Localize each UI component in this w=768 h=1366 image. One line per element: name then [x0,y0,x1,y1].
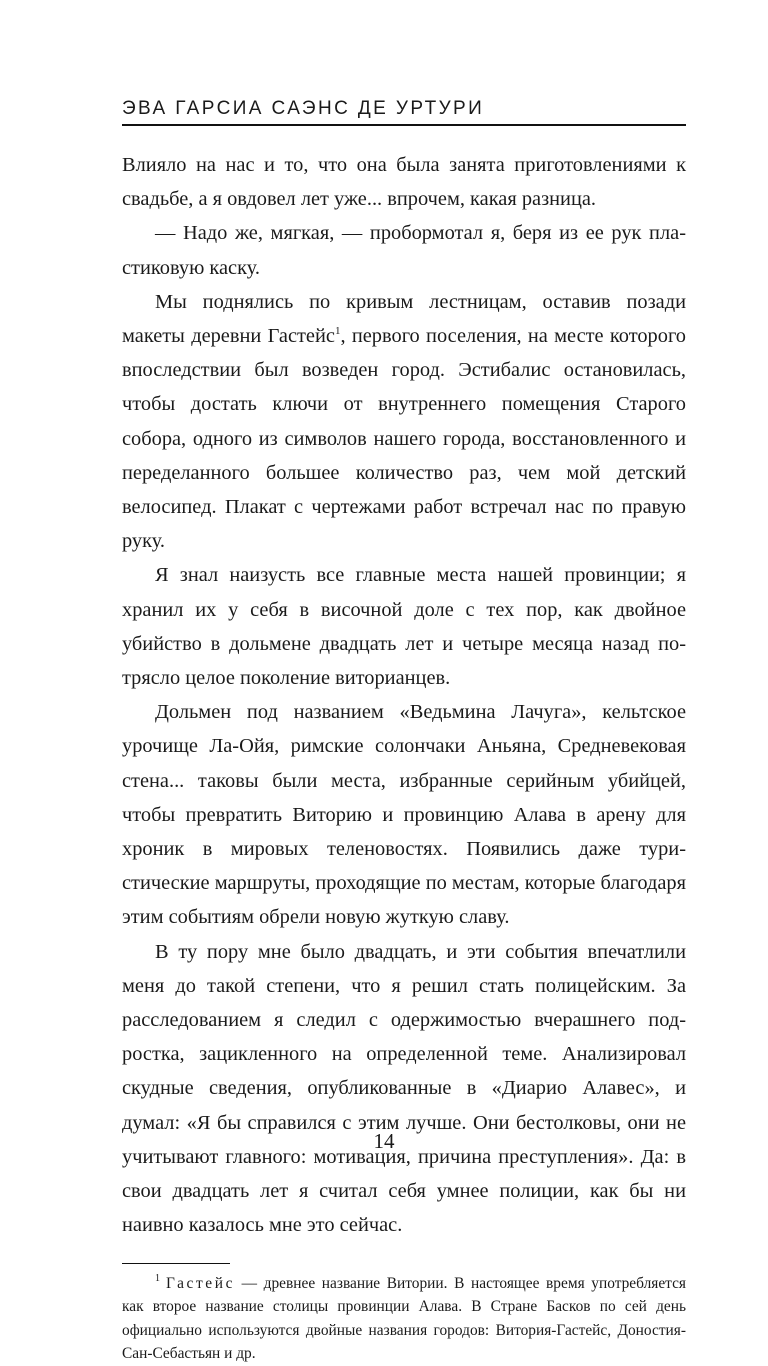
footnote-reference: 1 [334,325,341,338]
page-number: 14 [373,1129,395,1153]
paragraph-3-end: , первого поселения, на месте которого впоследствии был возведен город. Эстибалис остановилась, чтобы достать ключи от внутреннего помещения Старого собора, одного из символов нашего города, восстановленного и переделанного большее количество раз, чем мой детский велосипед. Плакат с чертежами работ встречал нас по правую руку. [122,325,687,553]
footnote-divider [122,1263,230,1264]
footnote-number: 1 [155,1273,160,1285]
paragraph-3-start: Мы поднялись по кривым лестницам, оставив позади макеты деревни Гастейс [122,290,686,348]
book-page [122,96,686,1366]
paragraph-2: — Надо же, мягкая, — пробормотал я, беря из ее рук пластиковую каску. [122,222,686,279]
footnote-term: Гастейс [166,1274,236,1292]
footnote [122,1272,686,1366]
main-text [122,148,686,1243]
footnote-text: — древнее название Витории. В настоящее время употребляется как второе название столицы провинции Алава. В Стране Басков по сей день официально используются двойные названия городов: Витория-Гастейс, Доностия-Сан-Себастьян и др. [122,1274,686,1362]
paragraph-3 [122,285,686,559]
paragraph-5: Дольмен под названием «Ведьмина Лачуга», кельтское урочище Ла-Ойя, римские солончаки Аньяна, Средневековая стена... таковы были места, избранные серийным убийцей, чтобы превратить Виторию и провинцию Алава в арену для хроник в мировых теленовостях. Появились даже туристические маршруты, проходящие по местам, которые благодаря этим событиям обрели новую жуткую славу. [122,701,686,929]
running-header-author: ЭВА ГАРСИА САЭНС ДЕ УРТУРИ [122,96,686,126]
paragraph-1: Влияло на нас и то, что она была занята приготовлениями к свадьбе, а я овдовел лет уже... впрочем, какая разница. [122,154,686,211]
paragraph-6: В ту пору мне было двадцать, и эти события впечатлили меня до такой степени, что я решил стать полицейским. За расследованием я следил с одержимостью вчерашнего подростка, зацикленного на определенной теме. Анализировал скудные сведения, опубликованные в «Диарио Алавес», и думал: «Я бы справился с этим лучше. Они бестолковы, они не учитывают главного: мотивация, причина преступления». Да: в свои двадцать лет я считал себя умнее полиции, как бы ни наивно казалось мне это сейчас. [122,940,686,1237]
paragraph-4: Я знал наизусть все главные места нашей провинции; я хранил их у себя в височной доле с тех пор, как двойное убийство в дольмене двадцать лет и четыре месяца назад потрясло целое поколение виторианцев. [122,564,686,690]
